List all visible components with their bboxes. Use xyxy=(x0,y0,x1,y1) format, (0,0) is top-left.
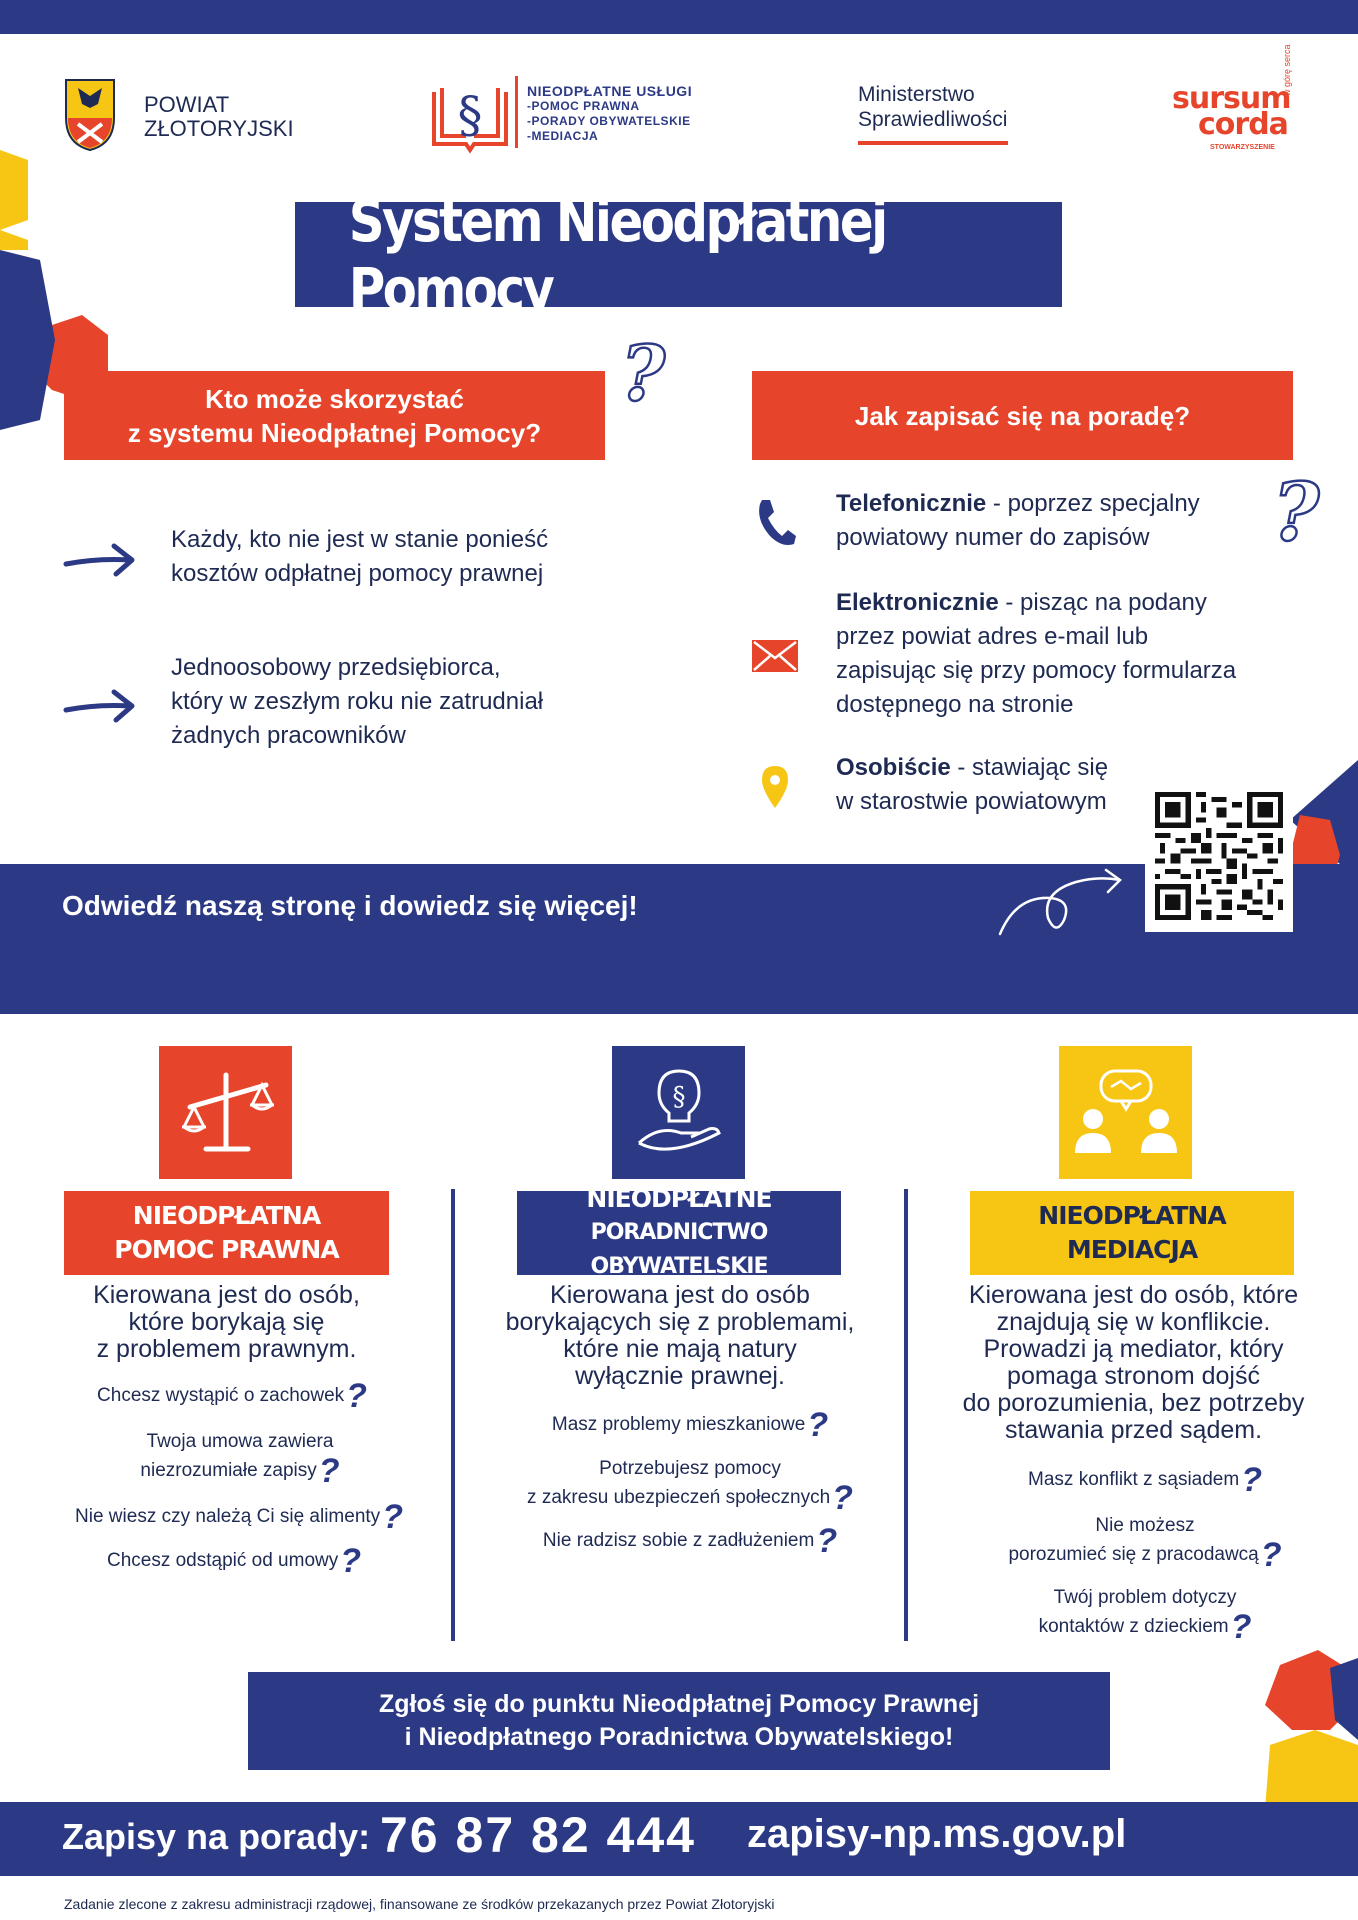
question-line: Potrzebujesz pomocy xyxy=(599,1458,781,1479)
question-mark-icon: ? xyxy=(807,1406,829,1444)
np-line4: -MEDIACJA xyxy=(527,129,599,143)
service-3-desc-line: Prowadzi ją mediator, który xyxy=(983,1335,1284,1363)
mediation-icon xyxy=(1071,1063,1181,1163)
sc-org: STOWARZYSZENIE xyxy=(1210,144,1275,151)
how-header xyxy=(752,371,1293,460)
qr-code-image xyxy=(1155,790,1283,922)
service-3-question xyxy=(1000,1584,1290,1646)
call-line1: Zgłoś się do punktu Nieodpłatnej Pomocy Prawnej xyxy=(378,1690,980,1718)
idea-hand-icon xyxy=(629,1063,729,1163)
service-1-desc-line: które borykają się xyxy=(128,1308,325,1336)
how-email-rest3: zapisując się przy pomocy formularza xyxy=(836,657,1237,684)
how-phone xyxy=(836,487,1200,555)
service-1-desc-line: z problemem prawnym. xyxy=(96,1335,357,1363)
np-line1: NIEODPŁATNE USŁUGI xyxy=(527,83,693,99)
question-mark-icon: ? xyxy=(340,1542,362,1580)
ms-line1: Ministerstwo xyxy=(858,83,975,106)
how-email-bold: Elektronicznie xyxy=(836,589,999,616)
how-person-rest1: - stawiając się xyxy=(950,754,1109,781)
who-item-1-line1: Każdy, kto nie jest w stanie ponieść xyxy=(171,526,549,553)
website-link[interactable]: zapisy-np.ms.gov.pl xyxy=(747,1812,1127,1856)
idea-hand-icon-box xyxy=(612,1046,745,1179)
phone-number[interactable]: 76 87 82 444 xyxy=(380,1807,696,1863)
np-line3: -PORADY OBYWATELSKIE xyxy=(527,114,691,128)
powiat-line2: ZŁOTORYJSKI xyxy=(144,116,294,141)
question-mark-icon: ? xyxy=(318,1452,340,1490)
who-item-2-line2: który w zeszłym roku nie zatrudniał xyxy=(171,688,544,715)
sc-line2: corda xyxy=(1198,107,1288,142)
who-header-line1: Kto może skorzystać xyxy=(205,383,464,414)
question-line: kontaktów z dzieckiem? xyxy=(1038,1608,1252,1646)
question-line: z zakresu ubezpieczeń społecznych? xyxy=(527,1479,853,1517)
page-title: System Nieodpłatnej Pomocy xyxy=(348,186,886,323)
how-person xyxy=(836,751,1108,819)
service-2-label-line1: NIEODPŁATNE xyxy=(586,1184,772,1213)
question-line: Twój problem dotyczy xyxy=(1053,1587,1237,1608)
service-3-label-line2: MEDIACJA xyxy=(1066,1235,1198,1264)
service-3-question xyxy=(990,1461,1300,1499)
title-box xyxy=(295,186,1062,323)
powiat-logo xyxy=(64,78,116,157)
who-item-1-line2: kosztów odpłatnej pomocy prawnej xyxy=(171,560,544,587)
service-3-desc-line: do porozumienia, bez potrzeby xyxy=(962,1389,1305,1417)
who-item-2-line1: Jednoosobowy przedsiębiorca, xyxy=(171,654,501,681)
how-person-bold: Osobiście xyxy=(836,754,951,781)
service-label-mediation xyxy=(970,1191,1294,1275)
svg-text:?: ? xyxy=(1272,474,1320,558)
top-bar xyxy=(0,0,1358,34)
question-text xyxy=(980,1512,1310,1574)
service-2-question xyxy=(505,1455,875,1517)
service-1-question xyxy=(100,1428,380,1490)
question-mark-icon: ? xyxy=(382,1498,403,1536)
question-text: Masz konflikt z sąsiadem xyxy=(1028,1469,1240,1491)
how-phone-rest1: - poprzez specjalny xyxy=(986,490,1200,517)
arrow-right-icon xyxy=(62,686,136,726)
how-header-text: Jak zapisać się na poradę? xyxy=(854,400,1191,431)
svg-text:§: § xyxy=(457,86,483,144)
svg-text:?: ? xyxy=(620,338,666,418)
how-phone-rest2: powiatowy numer do zapisów xyxy=(836,524,1150,551)
paragraph-book-icon xyxy=(430,74,510,156)
qr-code[interactable] xyxy=(1145,780,1293,932)
service-1-label-line2: POMOC PRAWNA xyxy=(114,1235,339,1264)
phone-icon xyxy=(752,496,796,548)
service-label-legal-aid xyxy=(64,1191,389,1275)
column-divider xyxy=(451,1189,455,1641)
who-header-line2: z systemu Nieodpłatnej Pomocy? xyxy=(127,417,542,448)
np-line2: -POMOC PRAWNA xyxy=(527,99,640,113)
swirl-arrow-icon xyxy=(996,866,1126,938)
registration-label: Zapisy na porady: xyxy=(62,1816,371,1857)
who-header xyxy=(64,371,605,460)
question-mark-icon: ? xyxy=(816,1522,838,1560)
mediation-icon-box xyxy=(1059,1046,1192,1179)
service-3-desc-line: Kierowana jest do osób, które xyxy=(968,1281,1299,1309)
ministry-underline xyxy=(858,141,1008,145)
question-line: porozumieć się z pracodawcą? xyxy=(1008,1536,1282,1574)
question-line: Twoja umowa zawiera xyxy=(146,1431,334,1452)
service-1-label-line1: NIEODPŁATNA xyxy=(132,1201,321,1230)
question-text: Nie radzisz sobie z zadłużeniem xyxy=(542,1530,815,1552)
how-email xyxy=(836,586,1236,722)
question-text: Chcesz wystąpić o zachowek xyxy=(97,1385,345,1407)
service-2-label-line2: PORADNICTWO OBYWATELSKIE xyxy=(590,1220,768,1279)
location-pin-icon xyxy=(760,764,790,810)
scales-icon-box xyxy=(159,1046,292,1179)
service-3-desc-line: pomaga stronom dojść xyxy=(1007,1362,1260,1390)
service-2-desc-line: które nie mają natury xyxy=(563,1335,797,1363)
call-to-action-box xyxy=(248,1672,1110,1770)
question-mark-icon: ? xyxy=(1241,1461,1262,1499)
service-2-question xyxy=(520,1406,860,1444)
how-phone-bold: Telefonicznie xyxy=(836,490,987,517)
question-text: Nie wiesz czy należą Ci się alimenty xyxy=(75,1506,381,1528)
question-mark-icon xyxy=(1268,474,1324,558)
question-line: Nie możesz xyxy=(1095,1515,1195,1536)
question-mark-icon: ? xyxy=(346,1377,367,1415)
question-text: Masz problemy mieszkaniowe xyxy=(551,1414,806,1436)
how-email-rest4: dostępnego na stronie xyxy=(836,691,1074,718)
powiat-line1: POWIAT xyxy=(144,92,230,117)
powiat-name xyxy=(144,93,294,141)
how-email-rest1: - pisząc na podany xyxy=(998,589,1207,616)
scales-icon xyxy=(176,1063,276,1163)
question-mark-icon: ? xyxy=(1230,1608,1252,1646)
decor-hexagons-bottom-right xyxy=(1240,1640,1358,1810)
question-text xyxy=(1000,1584,1290,1646)
coat-of-arms-icon xyxy=(64,78,116,152)
np-logo-text xyxy=(527,84,692,144)
service-1-question xyxy=(62,1377,402,1415)
visit-text: Odwiedź naszą stronę i dowiedz się więcej! xyxy=(62,890,638,921)
service-1-desc-line: Kierowana jest do osób, xyxy=(93,1281,360,1309)
column-divider xyxy=(904,1189,908,1641)
question-text xyxy=(505,1455,875,1517)
sc-line1: sursum xyxy=(1172,81,1291,116)
arrow-right-icon xyxy=(62,540,136,580)
how-person-rest2: w starostwie powiatowym xyxy=(836,788,1107,815)
service-3-desc-line: stawania przed sądem. xyxy=(1004,1416,1263,1444)
service-2-desc-line: wyłącznie prawnej. xyxy=(575,1362,785,1390)
service-label-civic-advice xyxy=(517,1184,841,1279)
service-2-desc-line: Kierowana jest do osób xyxy=(550,1281,810,1309)
service-2-description xyxy=(495,1282,865,1390)
service-3-label-line1: NIEODPŁATNA xyxy=(1038,1201,1226,1230)
service-3-question xyxy=(980,1512,1310,1574)
sursum-corda-logo xyxy=(1172,81,1291,142)
question-mark-icon: ? xyxy=(832,1479,853,1517)
ministry-logo xyxy=(858,82,1007,132)
question-text xyxy=(100,1428,380,1490)
question-mark-icon: ? xyxy=(1260,1536,1282,1574)
service-1-question xyxy=(74,1542,394,1580)
sc-small: w górę serca xyxy=(1282,44,1292,96)
service-3-desc-line: znajdują się w konflikcie. xyxy=(996,1308,1271,1336)
who-item-1 xyxy=(171,523,548,591)
service-2-desc-line: borykających się z problemami, xyxy=(505,1308,855,1336)
service-1-question xyxy=(44,1498,434,1536)
who-item-2 xyxy=(171,651,543,753)
how-email-rest2: przez powiat adres e-mail lub xyxy=(836,623,1149,650)
envelope-icon xyxy=(752,640,798,672)
service-3-description xyxy=(946,1282,1321,1444)
service-1-description xyxy=(64,1282,389,1363)
call-line2: i Nieodpłatnego Poradnictwa Obywatelskiego! xyxy=(404,1723,954,1751)
ms-line2: Sprawiedliwości xyxy=(858,108,1008,131)
footer-note: Zadanie zlecone z zakresu administracji rządowej, finansowane ze środków przekazanych przez Powiat Złotoryjski xyxy=(64,1896,775,1912)
service-2-question xyxy=(520,1522,860,1560)
np-logo-divider xyxy=(515,76,518,148)
question-text: Chcesz odstąpić od umowy xyxy=(106,1550,339,1572)
who-item-2-line3: żadnych pracowników xyxy=(171,722,406,749)
question-mark-icon xyxy=(615,338,671,418)
svg-text:§: § xyxy=(672,1081,685,1112)
question-line: niezrozumiałe zapisy? xyxy=(140,1452,340,1490)
